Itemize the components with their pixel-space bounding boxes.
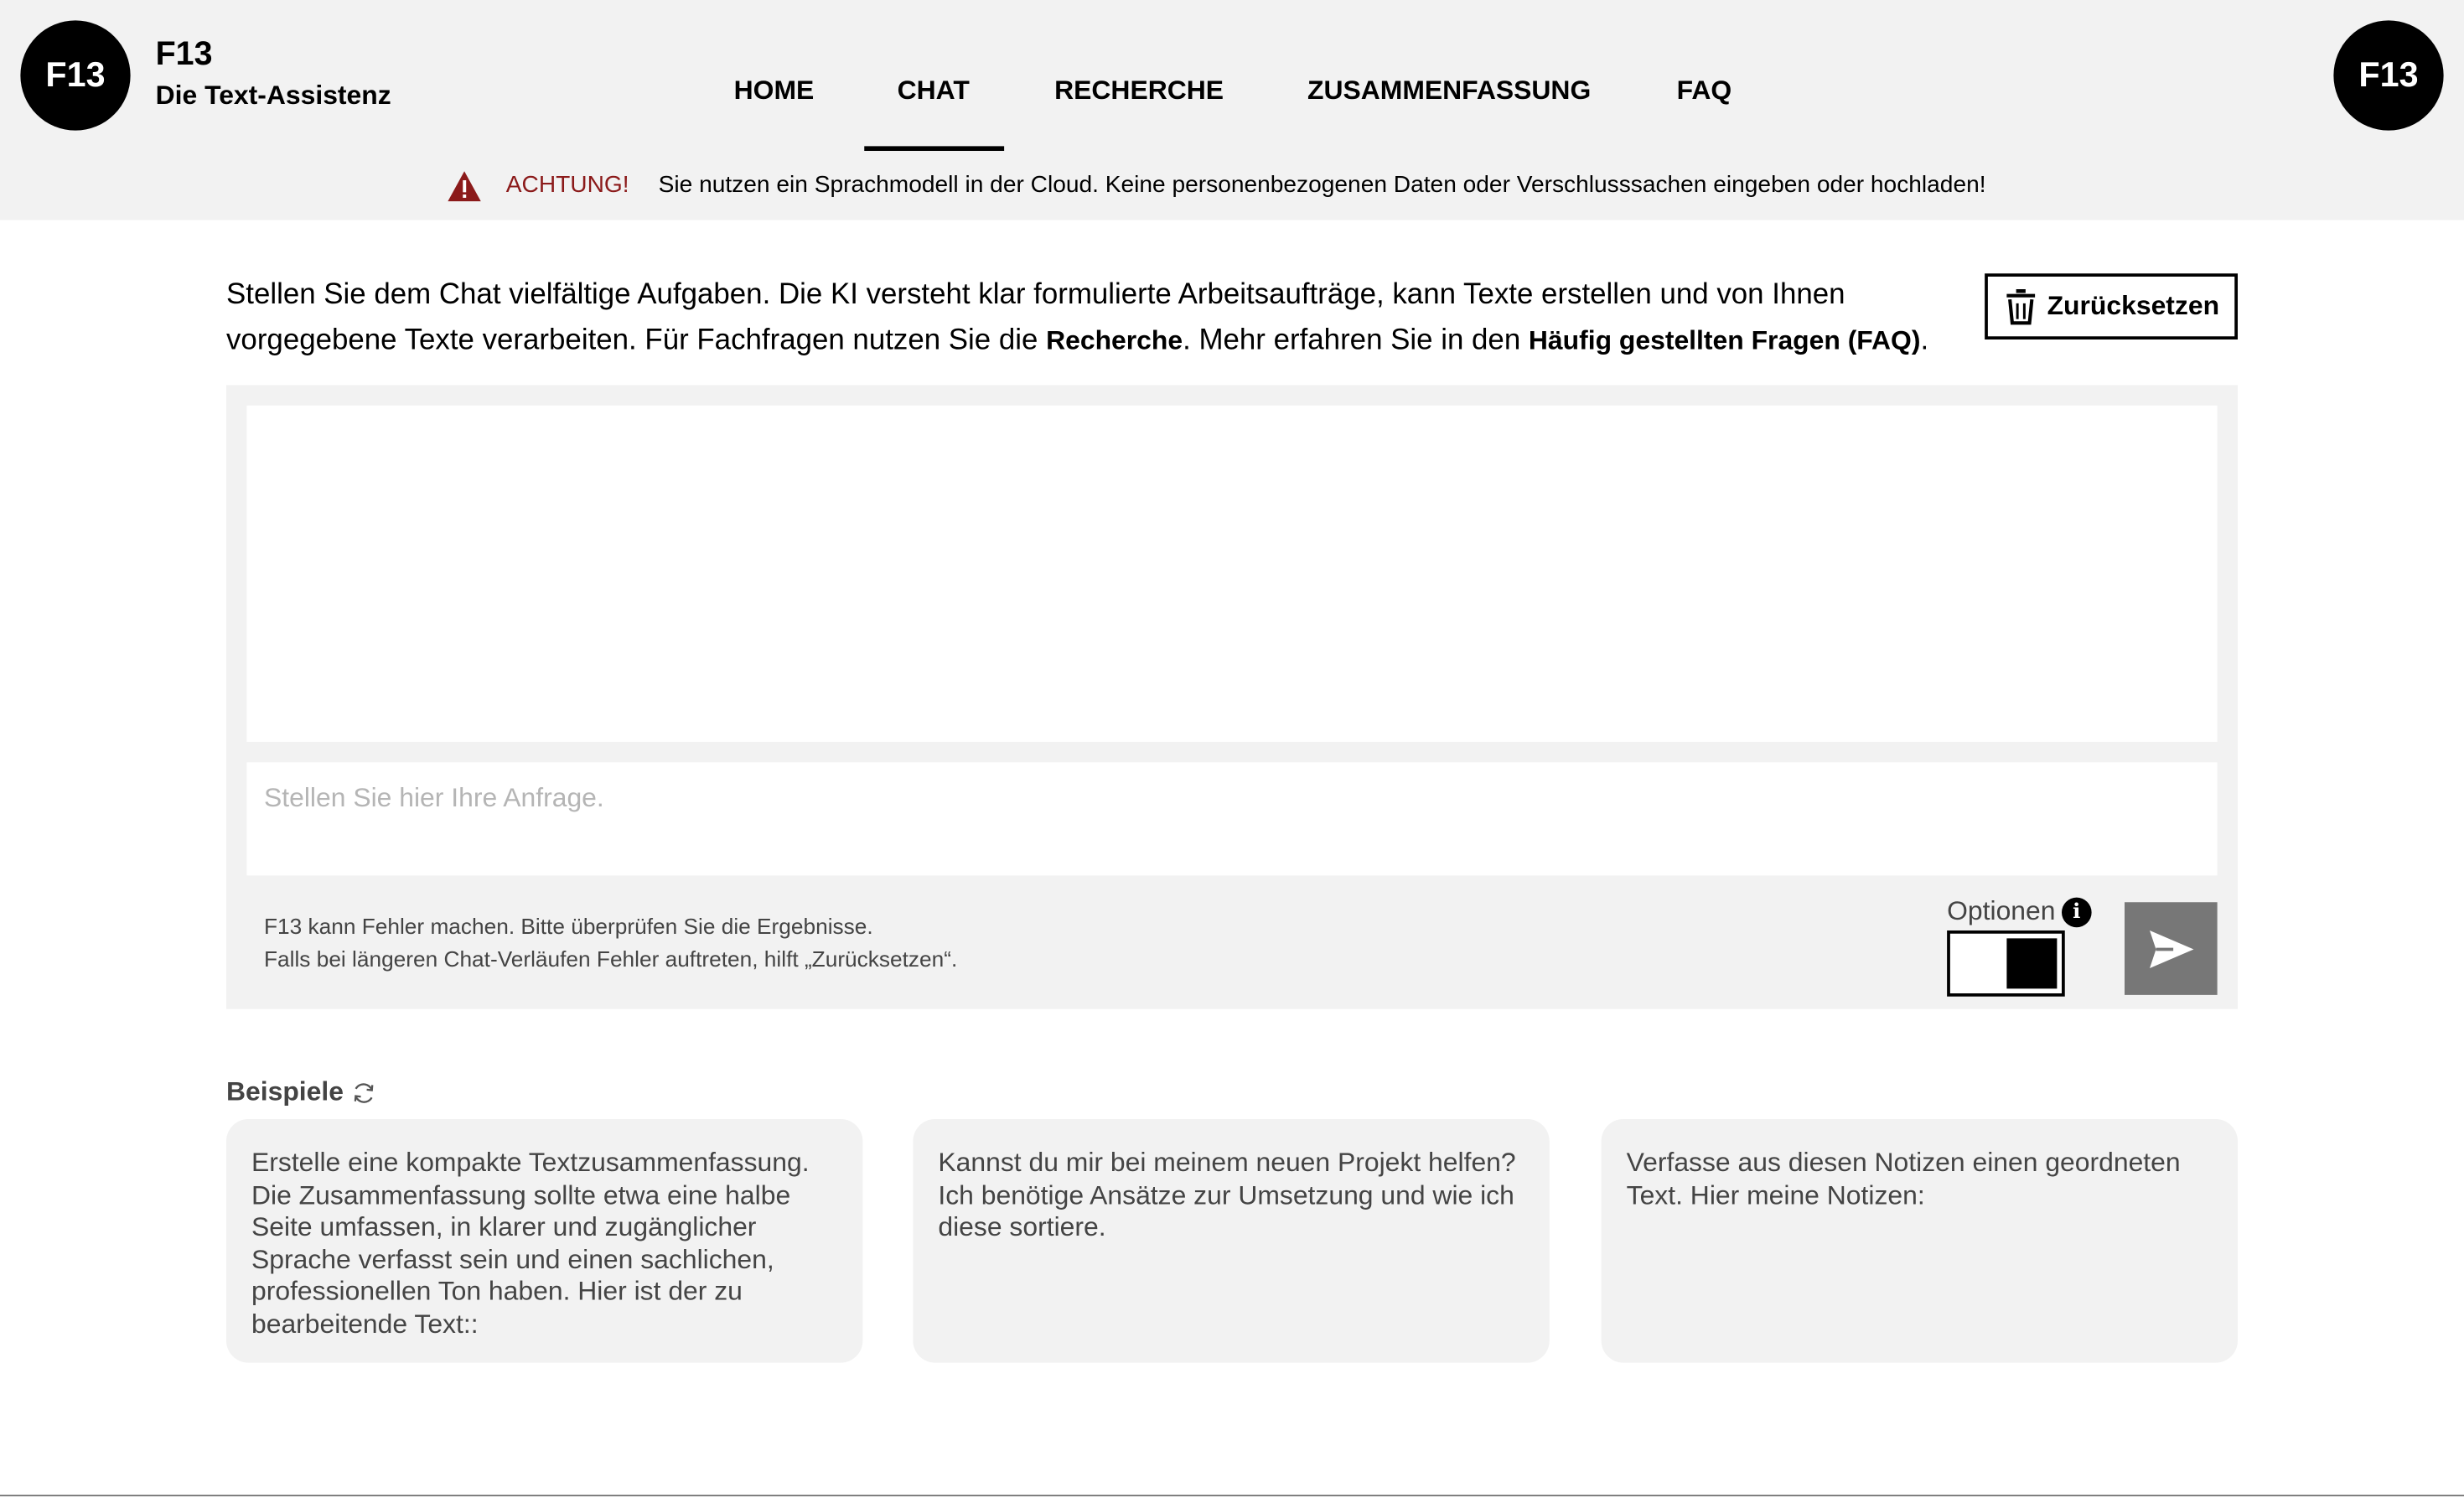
- example-card-3[interactable]: Verfasse aus diesen Notizen einen geordneten Text. Hier meine Notizen:: [1602, 1119, 2238, 1363]
- example-card-1[interactable]: Erstelle eine kompakte Textzusammenfassung. Die Zusammenfassung sollte etwa eine halbe Seite umfassen, in klarer und zugänglicher Sprache verfasst sein und einen sachlichen, professionellen Ton haben. Hier ist der zu bearbeitende Text::: [226, 1119, 862, 1363]
- warning-triangle-icon: [447, 170, 483, 203]
- examples-title: [226, 1076, 375, 1108]
- nav-home[interactable]: HOME: [733, 75, 815, 106]
- warning-text: Sie nutzen ein Sprachmodell in der Cloud. Keine personenbezogenen Daten oder Verschlusssachen eingeben oder hochladen!: [658, 171, 1986, 199]
- example-card-2[interactable]: Kannst du mir bei meinem neuen Projekt helfen? Ich benötige Ansätze zur Umsetzung und wie ich diese sortiere.: [913, 1119, 1549, 1363]
- nav-zusammenfassung[interactable]: ZUSAMMENFASSUNG: [1307, 75, 1592, 106]
- intro-text: [226, 271, 1955, 364]
- faq-link[interactable]: Häufig gestellten Fragen (FAQ): [1528, 325, 1921, 355]
- trash-icon: [2003, 288, 2037, 325]
- reset-button-label: Zurücksetzen: [2047, 290, 2220, 321]
- chat-history[interactable]: [246, 406, 2217, 742]
- user-avatar[interactable]: F13: [2333, 20, 2443, 130]
- options-toggle[interactable]: [1947, 930, 2065, 997]
- nav-recherche[interactable]: RECHERCHE: [1054, 75, 1224, 106]
- hint-text-2: Falls bei längeren Chat-Verläufen Fehler auftreten, hilft „Zurücksetzen“.: [264, 946, 958, 972]
- nav-faq[interactable]: FAQ: [1676, 75, 1732, 106]
- reset-button[interactable]: [1985, 273, 2238, 340]
- brand-subtitle: Die Text-Assistenz: [155, 80, 391, 111]
- options-label-text: Optionen: [1947, 895, 2056, 926]
- options-label: [1947, 896, 2092, 928]
- f13-logo[interactable]: F13: [20, 20, 130, 130]
- refresh-icon[interactable]: [351, 1081, 375, 1104]
- nav-chat[interactable]: CHAT: [897, 75, 970, 106]
- brand-title: F13: [155, 36, 213, 73]
- header: [0, 0, 2464, 220]
- intro-part-3: .: [1920, 322, 1929, 355]
- footer-divider: [0, 1495, 2464, 1496]
- hint-text-1: F13 kann Fehler machen. Bitte überprüfen Sie die Ergebnisse.: [264, 913, 873, 939]
- send-icon: [2147, 928, 2194, 969]
- examples-title-text: Beispiele: [226, 1076, 344, 1107]
- intro-part-1: Stellen Sie dem Chat vielfältige Aufgaben. Die KI versteht klar formulierte Arbeitsaufträge, kann Texte erstellen und von Ihnen vorgegebene Texte verarbeiten. Für Fachfragen nutzen Sie die: [226, 277, 1845, 355]
- chat-input[interactable]: [246, 762, 2217, 875]
- intro-part-2: . Mehr erfahren Sie in den: [1183, 322, 1529, 355]
- toggle-knob: [2006, 938, 2057, 988]
- send-button[interactable]: [2125, 902, 2218, 995]
- recherche-link[interactable]: Recherche: [1046, 325, 1183, 355]
- info-icon[interactable]: i: [2062, 897, 2092, 927]
- chat-panel: [226, 385, 2238, 1008]
- warning-label: ACHTUNG!: [505, 171, 629, 199]
- nav-active-indicator: [864, 146, 1004, 151]
